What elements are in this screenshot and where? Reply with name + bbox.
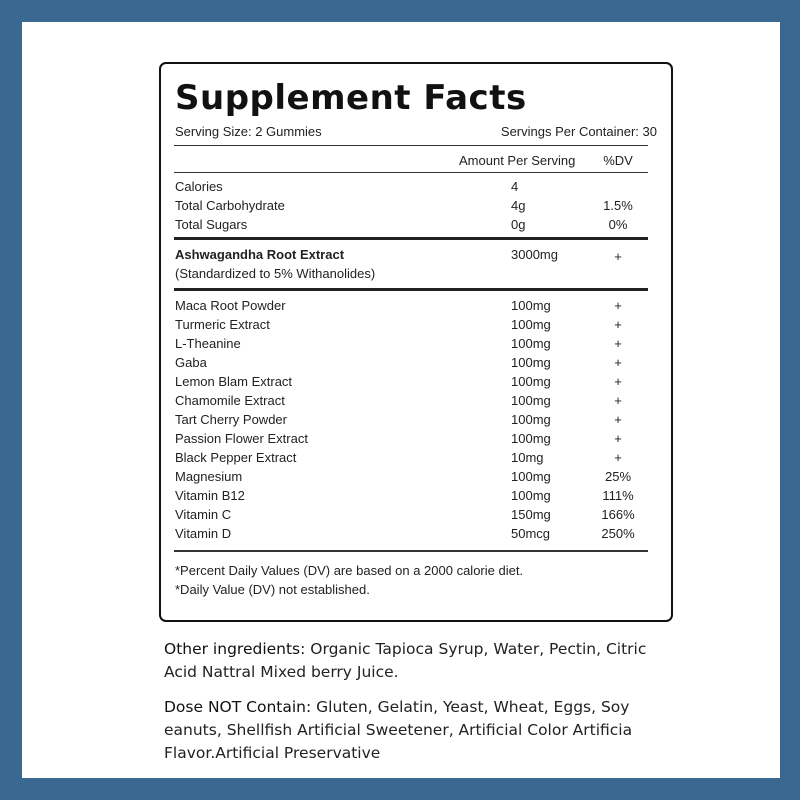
row-name: Lemon Blam Extract [175,374,293,389]
divider [174,550,648,552]
row-name: Total Sugars [175,217,248,232]
dose-not-contain [164,696,764,765]
page-background [22,22,780,778]
row-name: Magnesium [175,469,243,484]
row-dv: 1.5% [603,198,633,213]
other-ingredients [164,638,764,684]
row-amount: 4 [511,179,519,194]
row-dv: 25% [604,469,632,484]
dose-not-contain-text: Flavor.Artificial Preservative [164,744,381,762]
row-amount: 100mg [511,488,551,503]
row-amount: 50mcg [511,526,551,541]
row-dv: + [614,355,622,370]
supplement-facts-panel [159,62,673,622]
other-ingredients-text: Organic Tapioca Syrup, Water, Pectin, Citric [305,640,647,658]
row-amount: 100mg [511,469,551,484]
row-amount: 0g [511,217,526,232]
dose-not-contain-text: eanuts, Shellfish Artificial Sweetener, Artificial Color Artificia [164,721,633,739]
row-amount: 10mg [511,450,544,465]
facts-title: Supplement Facts [175,78,527,118]
servings-per-container: Servings Per Container: 30 [500,124,657,139]
row-amount: 100mg [511,431,551,446]
serving-size: Serving Size: 2 Gummies [175,124,322,139]
footnote-not-established: *Daily Value (DV) not established. [175,582,370,597]
row-name: Chamomile Extract [175,393,285,408]
dose-not-contain-text: Gluten, Gelatin, Yeast, Wheat, Eggs, Soy [311,698,630,716]
row-name: Vitamin D [175,526,232,541]
row-dv: + [614,450,622,465]
row-dv: + [614,393,622,408]
other-ingredients-label: Other ingredients: [164,640,306,658]
row-amount: 4g [511,198,526,213]
row-amount: 100mg [511,317,551,332]
row-amount: 100mg [511,355,551,370]
row-name: Vitamin C [175,507,232,522]
row-dv: 111% [602,488,634,503]
row-amount: 100mg [511,298,551,313]
row-name: Passion Flower Extract [175,431,308,446]
row-name: Calories [175,179,223,194]
row-name: Tart Cherry Powder [175,412,287,427]
main-ingredient-amount: 3000mg [511,247,558,262]
row-dv: + [614,336,622,351]
row-dv: 166% [601,507,635,522]
row-dv: 250% [601,526,635,541]
thick-divider [174,237,648,240]
dv-header: %DV [603,153,633,168]
row-dv: 0% [608,217,628,232]
footnote-dv: *Percent Daily Values (DV) are based on a 2000 calorie diet. [175,563,524,578]
row-amount: 100mg [511,374,551,389]
row-amount: 100mg [511,412,551,427]
main-ingredient-dv: + [614,249,622,264]
row-name: L-Theanine [175,336,241,351]
thick-divider [174,288,648,291]
main-ingredient-note: (Standardized to 5% Withanolides) [175,266,376,281]
dose-not-contain-label: Dose NOT Contain: [164,698,312,716]
row-dv: + [614,412,622,427]
row-name: Vitamin B12 [175,488,245,503]
row-amount: 100mg [511,393,551,408]
main-ingredient-name: Ashwagandha Root Extract [175,247,345,262]
row-dv: + [614,317,622,332]
row-name: Maca Root Powder [175,298,286,313]
divider [174,172,648,173]
divider [174,145,648,146]
row-dv: + [614,298,622,313]
row-name: Gaba [175,355,207,370]
other-ingredients-text: Acid Nattral Mixed berry Juice. [164,663,399,681]
row-amount: 150mg [511,507,551,522]
row-dv: + [614,431,622,446]
row-name: Black Pepper Extract [175,450,297,465]
row-amount: 100mg [511,336,551,351]
amount-header: Amount Per Serving [459,153,576,168]
row-name: Total Carbohydrate [175,198,285,213]
row-dv: + [614,374,622,389]
row-name: Turmeric Extract [175,317,270,332]
